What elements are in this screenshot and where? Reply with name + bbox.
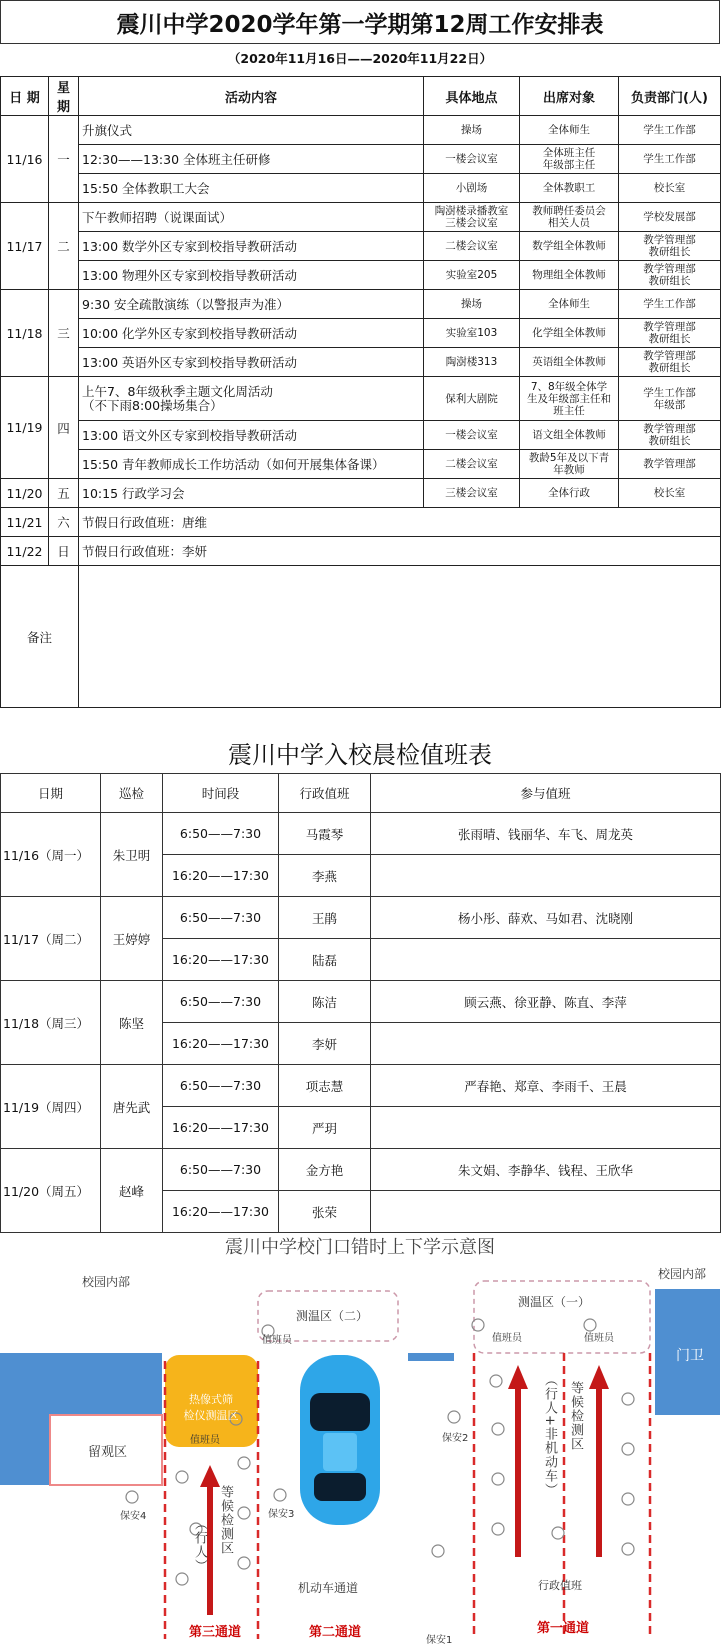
dept-cell: 学生工作部 xyxy=(619,145,721,174)
duty-date-cell: 11/20（周五） xyxy=(1,1149,101,1233)
admin-cell: 项志慧 xyxy=(279,1065,371,1107)
admin-cell: 陆磊 xyxy=(279,939,371,981)
holiday-row xyxy=(1,508,721,537)
table-row xyxy=(1,145,721,174)
admin-cell: 严玥 xyxy=(279,1107,371,1149)
table-header-row xyxy=(1,77,721,116)
place-cell: 三楼会议室 xyxy=(424,479,520,508)
attendees-cell: 语文组全体教师 xyxy=(520,421,619,450)
admin-duty-label: 行政值班 xyxy=(538,1579,582,1592)
remarks-content xyxy=(79,566,721,708)
activity-cell: 13:00 数学外区专家到校指导教研活动 xyxy=(79,232,424,261)
dept-cell: 校长室 xyxy=(619,174,721,203)
activity-cell: 13:00 语文外区专家到校指导教研活动 xyxy=(79,421,424,450)
weekday-cell: 五 xyxy=(49,479,79,508)
table-row xyxy=(1,377,721,421)
weekday-cell: 六 xyxy=(49,508,79,537)
motor-lane-label: 机动车通道 xyxy=(298,1581,359,1595)
admin-cell: 陈洁 xyxy=(279,981,371,1023)
gate-3-label: 第三通道 xyxy=(188,1625,241,1640)
dept-cell: 学生工作部 xyxy=(619,290,721,319)
patrol-cell: 赵峰 xyxy=(101,1149,163,1233)
staff-cell: 严春艳、郑章、李雨千、王晨 xyxy=(371,1065,721,1107)
weekday-cell: 二 xyxy=(49,203,79,290)
time-cell: 6:50——7:30 xyxy=(163,897,279,939)
table-row xyxy=(1,116,721,145)
duty-staff-label-1a: 值班员 xyxy=(492,1333,522,1344)
table-row xyxy=(1,203,721,232)
admin-cell: 马霞琴 xyxy=(279,813,371,855)
activity-cell: 13:00 英语外区专家到校指导教研活动 xyxy=(79,348,424,377)
dept-cell: 学生工作部 年级部 xyxy=(619,377,721,421)
table-row xyxy=(1,319,721,348)
campus-inside-right-label: 校园内部 xyxy=(658,1267,707,1281)
duty-title: 震川中学入校晨检值班表 xyxy=(228,740,492,769)
duty-header-admin: 行政值班 xyxy=(279,774,371,813)
activity-cell: 10:00 化学外区专家到校指导教研活动 xyxy=(79,319,424,348)
attendees-cell: 全体行政 xyxy=(520,479,619,508)
place-cell: 陶澍楼录播教室 三楼会议室 xyxy=(424,203,520,232)
table-row xyxy=(1,261,721,290)
duty-date-cell: 11/18（周三） xyxy=(1,981,101,1065)
attendees-cell: 英语组全体教师 xyxy=(520,348,619,377)
activity-cell: 15:50 青年教师成长工作坊活动（如何开展集体备课） xyxy=(79,450,424,479)
place-cell: 一楼会议室 xyxy=(424,421,520,450)
time-cell: 6:50——7:30 xyxy=(163,1065,279,1107)
duty-header-time: 时间段 xyxy=(163,774,279,813)
header-dept: 负责部门(人) xyxy=(619,77,721,116)
duty-staff-label-3: 值班员 xyxy=(190,1435,220,1446)
staff-cell xyxy=(371,1023,721,1065)
activity-cell: 10:15 行政学习会 xyxy=(79,479,424,508)
table-row xyxy=(1,232,721,261)
activity-cell: 13:00 物理外区专家到校指导教研活动 xyxy=(79,261,424,290)
duty-row xyxy=(1,1149,721,1191)
dept-cell: 教学管理部 xyxy=(619,450,721,479)
diagram-title: 震川中学校门口错时上下学示意图 xyxy=(225,1237,495,1258)
duty-row xyxy=(1,1065,721,1107)
car-icon xyxy=(300,1355,380,1525)
arrow-1a-shaft xyxy=(515,1387,521,1557)
place-cell: 保利大剧院 xyxy=(424,377,520,421)
time-cell: 16:20——17:30 xyxy=(163,1107,279,1149)
patrol-cell: 陈坚 xyxy=(101,981,163,1065)
temp-zone-2-label: 测温区（二） xyxy=(296,1309,369,1323)
attendees-cell: 教师聘任委员会 相关人员 xyxy=(520,203,619,232)
patrol-cell: 唐先武 xyxy=(101,1065,163,1149)
attendees-cell: 全体教职工 xyxy=(520,174,619,203)
activity-cell: 下午教师招聘（说课面试） xyxy=(79,203,424,232)
temp-zone-1-label: 测温区（一） xyxy=(518,1295,591,1309)
holiday-duty-cell: 节假日行政值班：李妍 xyxy=(79,537,721,566)
duty-row xyxy=(1,897,721,939)
dept-cell: 教学管理部 教研组长 xyxy=(619,232,721,261)
place-cell: 实验室205 xyxy=(424,261,520,290)
arrow-1b-shaft xyxy=(596,1387,602,1557)
thermal-zone-label: 热像式筛 检仪测温区 xyxy=(183,1393,239,1422)
date-cell: 11/17 xyxy=(1,203,49,290)
weekday-cell: 日 xyxy=(49,537,79,566)
duty-table xyxy=(0,773,721,1233)
activity-cell: 9:30 安全疏散演练（以警报声为准） xyxy=(79,290,424,319)
gate-diagram xyxy=(0,1233,720,1646)
place-cell: 二楼会议室 xyxy=(424,232,520,261)
guard-4-label: 保安4 xyxy=(120,1511,147,1522)
header-place: 具体地点 xyxy=(424,77,520,116)
duty-date-cell: 11/19（周四） xyxy=(1,1065,101,1149)
place-cell: 实验室103 xyxy=(424,319,520,348)
table-row xyxy=(1,479,721,508)
table-row xyxy=(1,421,721,450)
admin-cell: 金方艳 xyxy=(279,1149,371,1191)
dept-cell: 学生工作部 xyxy=(619,116,721,145)
header-attendees: 出席对象 xyxy=(520,77,619,116)
pedestrian-label: （行人） xyxy=(192,1517,207,1573)
header-activity: 活动内容 xyxy=(79,77,424,116)
staff-cell xyxy=(371,939,721,981)
gate-2-label: 第二通道 xyxy=(308,1625,361,1640)
guard-2-label: 保安2 xyxy=(442,1433,469,1444)
observation-zone-label: 留观区 xyxy=(88,1445,128,1460)
admin-cell: 李妍 xyxy=(279,1023,371,1065)
table-row xyxy=(1,290,721,319)
attendees-cell: 全体师生 xyxy=(520,290,619,319)
attendees-cell: 化学组全体教师 xyxy=(520,319,619,348)
patrol-cell: 王婷婷 xyxy=(101,897,163,981)
schedule-subtitle: （2020年11月16日——2020年11月22日） xyxy=(227,51,493,66)
work-schedule-table xyxy=(0,76,721,708)
time-cell: 16:20——17:30 xyxy=(163,1023,279,1065)
activity-cell: 上午7、8年级秋季主题文化周活动 （不下雨8:00操场集合） xyxy=(79,377,424,421)
admin-cell: 张荣 xyxy=(279,1191,371,1233)
schedule-title: 震川中学2020学年第一学期第12周工作安排表 xyxy=(0,0,720,44)
duty-staff-label-1b: 值班员 xyxy=(584,1333,614,1344)
diagram-canvas xyxy=(0,1233,720,1639)
remarks-row xyxy=(1,566,721,708)
date-cell: 11/19 xyxy=(1,377,49,479)
wait-check-label-3: 等候检测区 xyxy=(218,1485,233,1555)
dept-cell: 校长室 xyxy=(619,479,721,508)
time-cell: 16:20——17:30 xyxy=(163,855,279,897)
staff-cell xyxy=(371,1107,721,1149)
weekday-cell: 一 xyxy=(49,116,79,203)
campus-inside-left-label: 校园内部 xyxy=(82,1275,131,1289)
table-row xyxy=(1,348,721,377)
duty-date-cell: 11/17（周二） xyxy=(1,897,101,981)
arrow-1b-head xyxy=(589,1365,609,1389)
activity-cell: 12:30——13:30 全体班主任研修 xyxy=(79,145,424,174)
time-cell: 6:50——7:30 xyxy=(163,981,279,1023)
dept-cell: 学校发展部 xyxy=(619,203,721,232)
attendees-cell: 数学组全体教师 xyxy=(520,232,619,261)
left-building-block-lower xyxy=(0,1415,50,1485)
date-cell: 11/21 xyxy=(1,508,49,537)
weekday-cell: 三 xyxy=(49,290,79,377)
staff-cell: 朱文娟、李静华、钱程、王欣华 xyxy=(371,1149,721,1191)
time-cell: 16:20——17:30 xyxy=(163,939,279,981)
weekday-cell: 四 xyxy=(49,377,79,479)
place-cell: 二楼会议室 xyxy=(424,450,520,479)
duty-header-date: 日期 xyxy=(1,774,101,813)
arrow-1a-head xyxy=(508,1365,528,1389)
staff-cell: 张雨晴、钱丽华、车飞、周龙英 xyxy=(371,813,721,855)
duty-row xyxy=(1,813,721,855)
staff-cell xyxy=(371,1191,721,1233)
staff-cell: 杨小彤、薛欢、马如君、沈晓刚 xyxy=(371,897,721,939)
activity-cell: 15:50 全体教职工大会 xyxy=(79,174,424,203)
time-cell: 6:50——7:30 xyxy=(163,1149,279,1191)
date-cell: 11/16 xyxy=(1,116,49,203)
place-cell: 一楼会议室 xyxy=(424,145,520,174)
guard-room-label: 门卫 xyxy=(676,1348,704,1364)
table-row xyxy=(1,450,721,479)
duty-row xyxy=(1,981,721,1023)
attendees-cell: 全体师生 xyxy=(520,116,619,145)
place-cell: 小剧场 xyxy=(424,174,520,203)
dept-cell: 教学管理部 教研组长 xyxy=(619,421,721,450)
attendees-cell: 7、8年级全体学 生及年级部主任和 班主任 xyxy=(520,377,619,421)
holiday-row xyxy=(1,537,721,566)
admin-cell: 王鹃 xyxy=(279,897,371,939)
duty-staff-label-2: 值班员 xyxy=(262,1335,292,1346)
dept-cell: 教学管理部 教研组长 xyxy=(619,261,721,290)
work-schedule-sheet xyxy=(0,0,720,72)
staff-cell: 顾云燕、徐亚静、陈直、李萍 xyxy=(371,981,721,1023)
date-cell: 11/22 xyxy=(1,537,49,566)
attendees-cell: 全体班主任 年级部主任 xyxy=(520,145,619,174)
middle-gate-bar xyxy=(408,1353,454,1361)
staff-cell xyxy=(371,855,721,897)
attendees-cell: 物理组全体教师 xyxy=(520,261,619,290)
duty-header-patrol: 巡检 xyxy=(101,774,163,813)
attendees-cell: 教龄5年及以下青 年教师 xyxy=(520,450,619,479)
time-cell: 16:20——17:30 xyxy=(163,1191,279,1233)
header-weekday: 星期 xyxy=(49,77,79,116)
remarks-label: 备注 xyxy=(1,566,79,708)
admin-cell: 李燕 xyxy=(279,855,371,897)
guard-1-label: 保安1 xyxy=(426,1635,453,1646)
place-cell: 陶澍楼313 xyxy=(424,348,520,377)
duty-header-staff: 参与值班 xyxy=(371,774,721,813)
gate-1-label: 第一通道 xyxy=(536,1621,589,1636)
dept-cell: 教学管理部 教研组长 xyxy=(619,319,721,348)
date-cell: 11/18 xyxy=(1,290,49,377)
date-cell: 11/20 xyxy=(1,479,49,508)
patrol-cell: 朱卫明 xyxy=(101,813,163,897)
place-cell: 操场 xyxy=(424,116,520,145)
dept-cell: 教学管理部 教研组长 xyxy=(619,348,721,377)
duty-date-cell: 11/16（周一） xyxy=(1,813,101,897)
duty-header-row xyxy=(1,774,721,813)
pedestrian-nonmotor-label: （行人+非机动车） xyxy=(542,1373,557,1497)
left-building-block xyxy=(0,1353,162,1415)
arrow-3-head xyxy=(200,1465,220,1487)
holiday-duty-cell: 节假日行政值班：唐维 xyxy=(79,508,721,537)
time-cell: 6:50——7:30 xyxy=(163,813,279,855)
activity-cell: 升旗仪式 xyxy=(79,116,424,145)
header-date: 日 期 xyxy=(1,77,49,116)
wait-check-label-1: 等候检测区 xyxy=(568,1381,583,1451)
place-cell: 操场 xyxy=(424,290,520,319)
guard-3-label: 保安3 xyxy=(268,1509,295,1520)
table-row xyxy=(1,174,721,203)
